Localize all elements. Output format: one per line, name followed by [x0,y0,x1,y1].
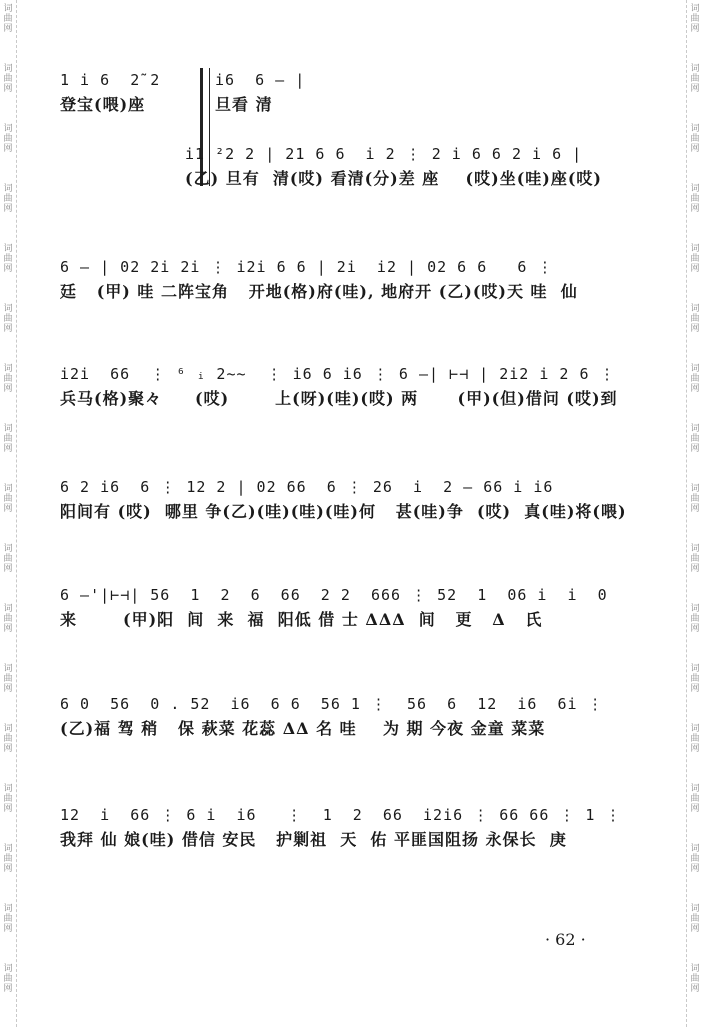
watermark-mark: 词 曲 网 [690,424,700,454]
watermark-mark: 词 曲 网 [3,844,13,874]
system-6 [60,692,620,742]
watermark-mark: 词 曲 网 [3,64,13,94]
lyrics-line: 廷 (甲) 哇 二阵宝角 开地(格)府(哇), 地府开 (乙)(哎)天 哇 仙 [60,282,578,301]
system-1-lower [185,142,602,192]
system-1-left [60,68,160,118]
watermark-mark: 词 曲 网 [3,304,13,334]
lyrics-line: 阳间有 (哎) 哪里 争(乙)(哇)(哇)(哇)何 甚(哇)争 (哎) 真(哇)将(喂) [60,502,627,521]
system-3 [60,362,620,412]
watermark-mark: 词 曲 网 [3,244,13,274]
watermark-mark: 词 曲 网 [3,784,13,814]
watermark-mark: 词 曲 网 [690,604,700,634]
watermark-mark: 词 曲 网 [690,364,700,394]
watermark-mark: 词 曲 网 [690,484,700,514]
system-5 [60,583,620,633]
left-margin-strip [0,0,17,1027]
watermark-mark: 词 曲 网 [690,4,700,34]
watermark-mark: 词 曲 网 [690,784,700,814]
watermark-mark: 词 曲 网 [690,244,700,274]
notes-line: 6 —'|⊢⊣| 56 1 2 6 66 2 2 666 ⋮ 52 1 06 i i 0 [60,586,608,604]
system-4 [60,475,627,525]
right-margin-strip [686,0,703,1027]
watermark-mark: 词 曲 网 [690,64,700,94]
lyrics-line: (乙) 旦有 清(哎) 看清(分)差 座 (哎)坐(哇)座(哎) [185,169,602,188]
notes-line: 12 i 66 ⋮ 6 i i6 ⋮ 1 2 66 i2i6 ⋮ 66 66 ⋮ 1 ⋮ [60,806,622,824]
watermark-mark: 词 曲 网 [3,124,13,154]
watermark-mark: 词 曲 网 [690,964,700,994]
notes-line: 6 — | 02 2i 2i ⋮ i2i 6 6 | 2i i2 | 02 6 6 6 ⋮ [60,258,554,276]
watermark-mark: 词 曲 网 [3,184,13,214]
lyrics-line: 我拜 仙 娘(哇) 借信 安民 护剿祖 天 佑 平匪国阻扬 永保长 庚 [60,830,567,849]
watermark-mark: 词 曲 网 [3,484,13,514]
system-7 [60,803,620,853]
watermark-mark: 词 曲 网 [690,844,700,874]
notes-line: 1 i 6 2̃ 2 [60,71,161,89]
watermark-mark: 词 曲 网 [690,724,700,754]
lyrics-line: 登宝(喂)座 [60,95,146,114]
system-1-upper [215,68,305,118]
lyrics-line: 旦看 清 [215,95,273,114]
notes-line: i1 ²2 2 | 21 6 6 i 2 ⋮ 2 i 6 6 2 i 6 | [185,145,583,163]
watermark-mark: 词 曲 网 [3,664,13,694]
watermark-mark: 词 曲 网 [690,544,700,574]
system-2 [60,255,620,305]
notes-line: 6 0 56 0 . 52 i6 6 6 56 1 ⋮ 56 6 12 i6 6i ⋮ [60,695,604,713]
watermark-mark: 词 曲 网 [3,604,13,634]
watermark-mark: 词 曲 网 [690,124,700,154]
watermark-mark: 词 曲 网 [690,904,700,934]
watermark-mark: 词 曲 网 [690,184,700,214]
watermark-mark: 词 曲 网 [3,424,13,454]
notes-line: i6 6 — | [215,71,306,89]
watermark-mark: 词 曲 网 [3,544,13,574]
watermark-mark: 词 曲 网 [690,304,700,334]
notes-line: i2i 66 ⋮ ⁶ ᵢ 2~~ ⋮ i6 6 i6 ⋮ 6 —| ⊢⊣ | 2i2 i 2 6 ⋮ [60,365,616,383]
lyrics-line: 来 (甲)阳 间 来 福 阳低 借 士 ΔΔΔ 间 更 Δ 氏 [60,610,543,629]
watermark-mark: 词 曲 网 [3,4,13,34]
watermark-mark: 词 曲 网 [3,364,13,394]
notes-line: 6 2 i6 6 ⋮ 12 2 | 02 66 6 ⋮ 26 i 2 — 66 i i6 [60,478,554,496]
watermark-mark: 词 曲 网 [3,724,13,754]
watermark-mark: 词 曲 网 [3,904,13,934]
page-number: · 62 · [545,930,586,949]
watermark-mark: 词 曲 网 [3,964,13,994]
lyrics-line: 兵马(格)聚々 (哎) 上(呀)(哇)(哎) 两 (甲)(但)借问 (哎)到 [60,389,618,408]
watermark-mark: 词 曲 网 [690,664,700,694]
lyrics-line: (乙)福 驾 稍 保 萩菜 花蕊 ΔΔ 名 哇 为 期 今夜 金童 菜菜 [60,719,546,738]
